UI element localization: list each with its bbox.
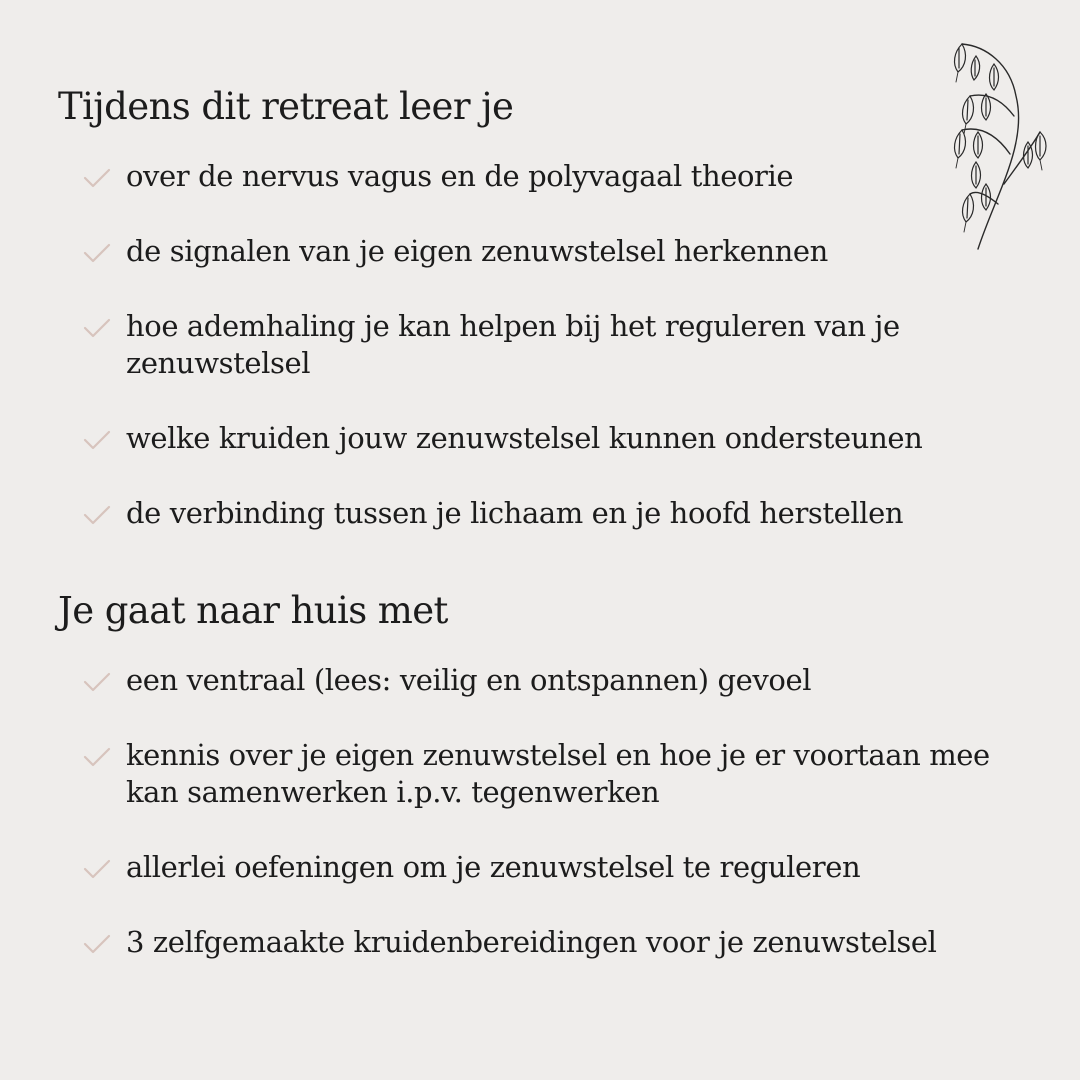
list-item-text: over de nervus vagus en de polyvagaal theorie <box>126 159 794 193</box>
section-retreat-learning <box>58 84 1038 532</box>
list-item-text: kennis over je eigen zenuwstelsel en hoe je er voortaan mee kan samenwerken i.p.v. tegenwerken <box>126 738 990 809</box>
list-item-text: de verbinding tussen je lichaam en je hoofd herstellen <box>126 496 904 530</box>
list-item <box>58 158 1038 195</box>
list-item <box>58 308 1038 382</box>
section-heading: Je gaat naar huis met <box>58 589 448 632</box>
checkmark-icon <box>82 163 112 193</box>
list-item-text: de signalen van je eigen zenuwstelsel herkennen <box>126 234 828 268</box>
checkmark-icon <box>82 929 112 959</box>
list-item <box>58 495 1038 532</box>
checklist <box>58 662 1038 961</box>
checklist <box>58 158 1038 532</box>
checkmark-icon <box>82 667 112 697</box>
list-item <box>58 849 1038 886</box>
list-item-text: 3 zelfgemaakte kruidenbereidingen voor je zenuwstelsel <box>126 925 937 959</box>
oat-plant-illustration <box>940 34 1060 254</box>
checkmark-icon <box>82 854 112 884</box>
checkmark-icon <box>82 425 112 455</box>
list-item <box>58 737 1038 811</box>
checkmark-icon <box>82 313 112 343</box>
list-item-text: allerlei oefeningen om je zenuwstelsel te reguleren <box>126 850 861 884</box>
list-item <box>58 924 1038 961</box>
list-item-text: hoe ademhaling je kan helpen bij het reguleren van je zenuwstelsel <box>126 309 900 380</box>
list-item <box>58 662 1038 699</box>
checkmark-icon <box>82 742 112 772</box>
list-item <box>58 420 1038 457</box>
list-item-text: een ventraal (lees: veilig en ontspannen) gevoel <box>126 663 812 697</box>
checkmark-icon <box>82 238 112 268</box>
list-item-text: welke kruiden jouw zenuwstelsel kunnen ondersteunen <box>126 421 923 455</box>
section-heading: Tijdens dit retreat leer je <box>58 85 514 128</box>
section-take-home <box>58 588 1038 961</box>
checkmark-icon <box>82 500 112 530</box>
list-item <box>58 233 1038 270</box>
